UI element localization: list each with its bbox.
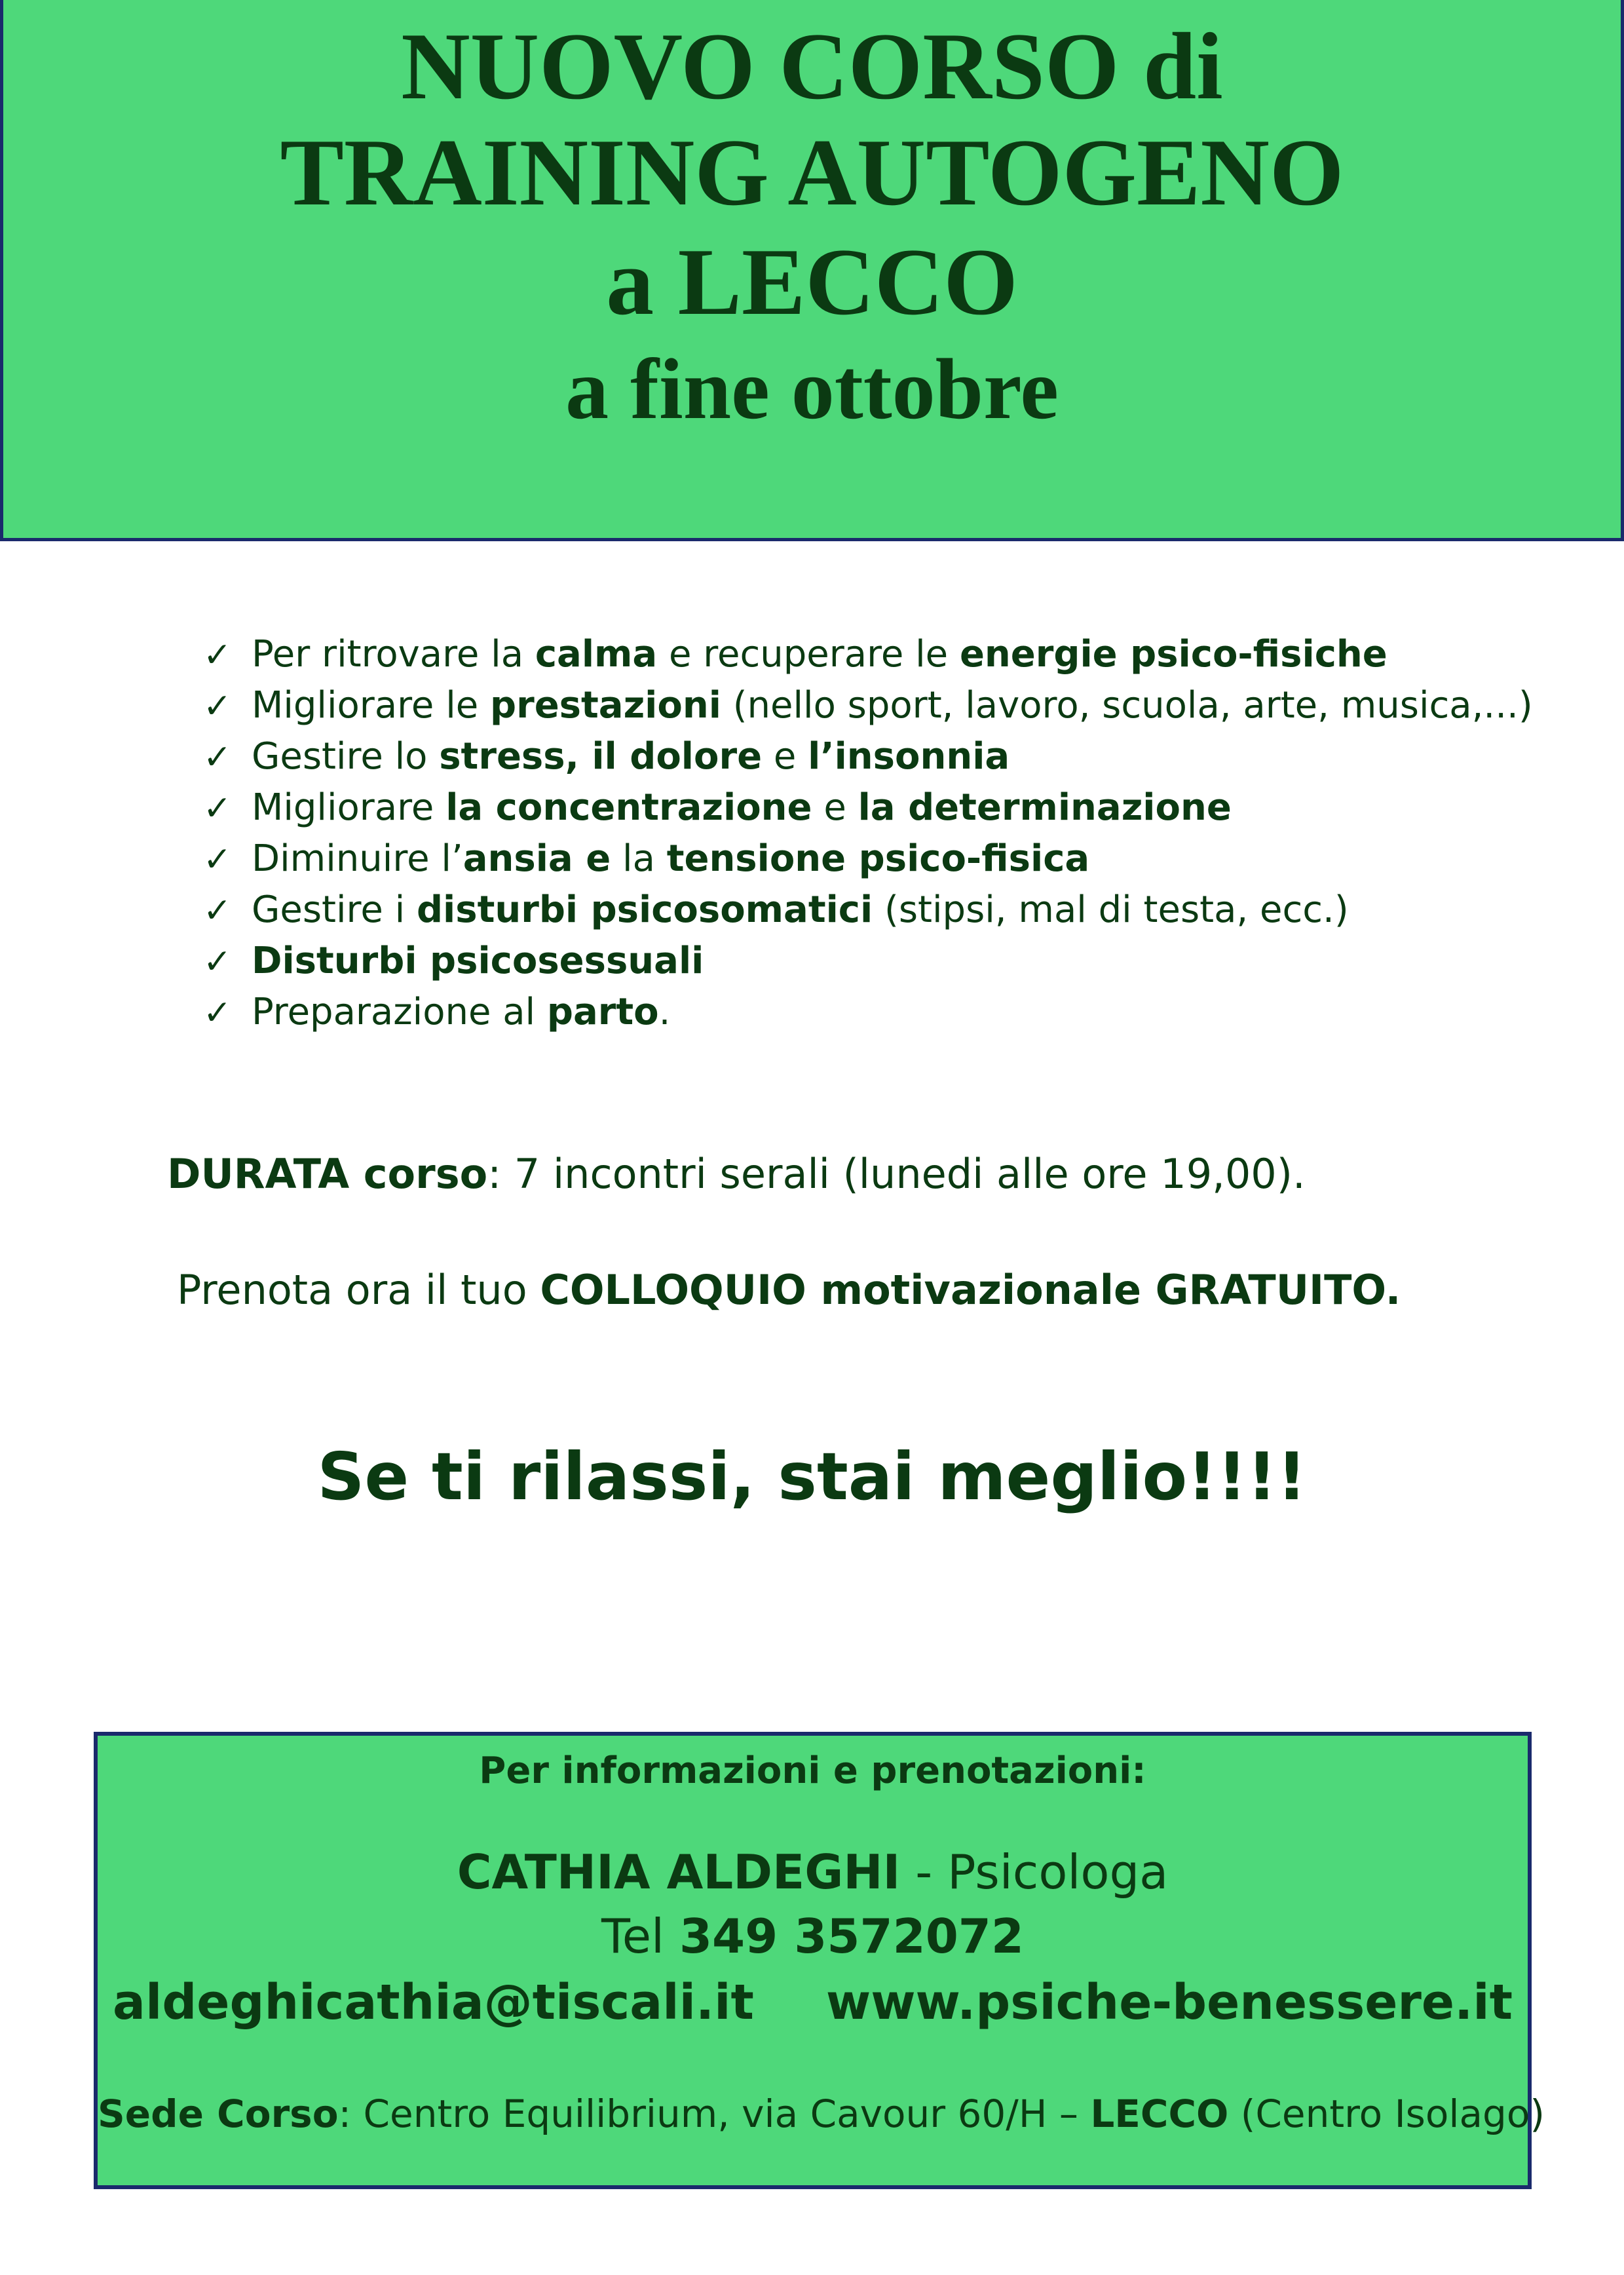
check-icon: ✓ (203, 993, 232, 1033)
feature-item: ✓ Gestire lo stress, il dolore e l’insonnia (203, 731, 1533, 782)
feature-list (203, 629, 1533, 1038)
check-icon: ✓ (203, 636, 232, 675)
contact-title: Per informazioni e prenotazioni: (479, 1749, 1146, 1792)
contact-links (98, 1974, 1528, 2031)
feature-item: ✓ Diminuire l’ansia e la tensione psico-fisica (203, 833, 1533, 885)
feature-item: ✓ Preparazione al parto. (203, 987, 1533, 1038)
course-location: Sede Corso: Centro Equilibrium, via Cavour 60/H – LECCO (Centro Isolago) (98, 2092, 1545, 2136)
feature-item: ✓ Per ritrovare la calma e recuperare le energie psico-fisiche (203, 629, 1533, 680)
booking-text: Prenota ora il tuo COLLOQUIO motivazionale GRATUITO. (177, 1266, 1401, 1314)
feature-item: ✓ Migliorare la concentrazione e la determinazione (203, 782, 1533, 833)
contact-phone: Tel 349 3572072 (601, 1909, 1024, 1964)
header-line-4: a fine ottobre (565, 341, 1059, 437)
feature-item: ✓ Disturbi psicosessuali (203, 936, 1533, 987)
contact-name: CATHIA ALDEGHI - Psicologa (457, 1845, 1169, 1900)
check-icon: ✓ (203, 789, 232, 828)
check-icon: ✓ (203, 738, 232, 777)
feature-item: ✓ Gestire i disturbi psicosomatici (stipsi, mal di testa, ecc.) (203, 885, 1533, 936)
feature-item: ✓ Migliorare le prestazioni (nello sport, lavoro, scuola, arte, musica,...) (203, 680, 1533, 731)
duration-label: DURATA corso (167, 1150, 488, 1198)
header-banner (0, 0, 1624, 541)
contact-box (94, 1732, 1545, 2189)
email-link[interactable]: aldeghicathia@tiscali.it (113, 1974, 754, 2031)
duration-text: DURATA corso: 7 incontri serali (lunedi alle ore 19,00). (167, 1150, 1306, 1198)
header-line-2: TRAINING AUTOGENO (280, 119, 1344, 225)
check-icon: ✓ (203, 840, 232, 879)
website-link[interactable]: www.psiche-benessere.it (825, 1974, 1513, 2031)
check-icon: ✓ (203, 942, 232, 982)
slogan: Se ti rilassi, stai meglio!!!! (317, 1438, 1307, 1515)
check-icon: ✓ (203, 891, 232, 930)
header-line-3: a LECCO (606, 229, 1018, 335)
header-line-1: NUOVO CORSO di (401, 13, 1223, 119)
check-icon: ✓ (203, 687, 232, 726)
